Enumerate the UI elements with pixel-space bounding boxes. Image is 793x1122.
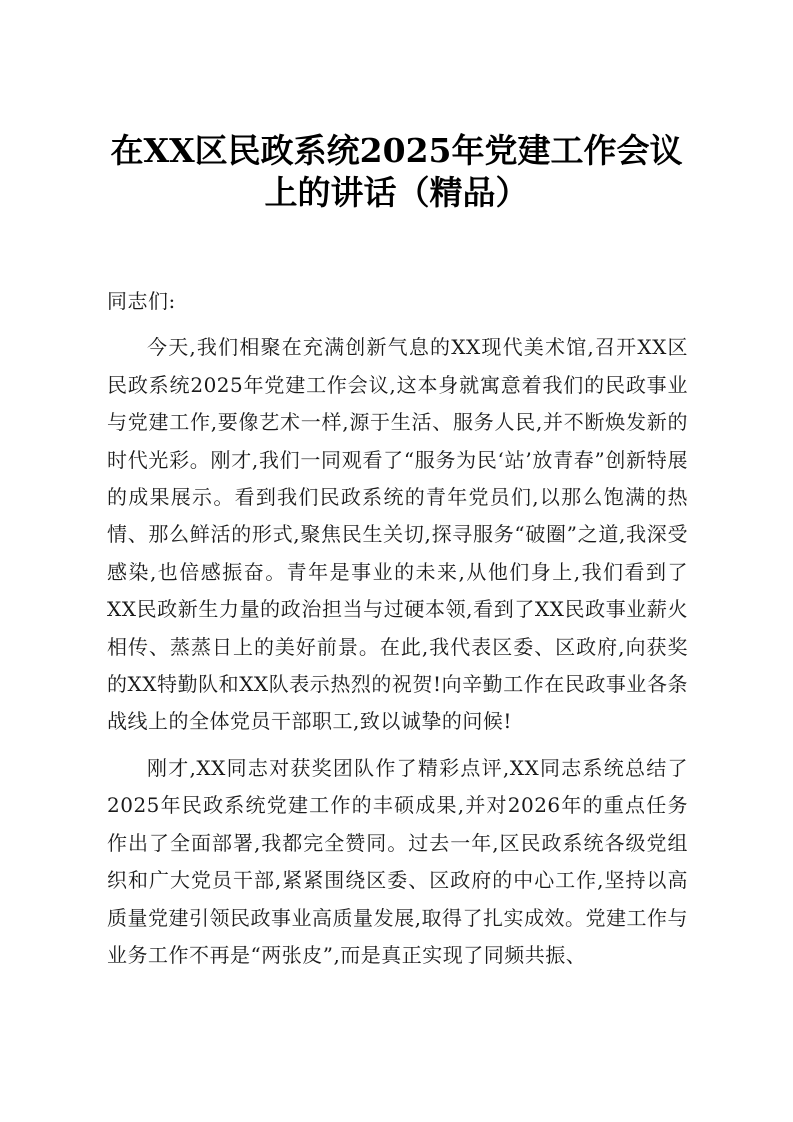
paragraph: 今天,我们相聚在充满创新气息的XX现代美术馆,召开XX区民政系统2025年党建工作会议,这本身就寓意着我们的民政事业与党建工作,要像艺术一样,源于生活、服务人民,并不断焕发新的时代光彩。刚才,我们一同观看了“服务为民‘站’放青春”创新特展的成果展示。看到我们民政系统的青年党员们,以那么饱满的热情、那么鲜活的形式,聚焦民生关切,探寻服务“破圈”之道,我深受感染,也倍感振奋。青年是事业的未来,从他们身上,我们看到了XX民政新生力量的政治担当与过硬本领,看到了XX民政事业薪火相传、蒸蒸日上的美好前景。在此,我代表区委、区政府,向获奖的XX特勤队和XX队表示热烈的祝贺!向辛勤工作在民政事业各条战线上的全体党员干部职工,致以诚挚的问候! bbox=[107, 335, 688, 734]
salutation: 同志们: bbox=[107, 289, 176, 313]
document-title: 在XX区民政系统2025年党建工作会议上的讲话（精品） bbox=[110, 131, 683, 212]
document-body bbox=[107, 283, 688, 983]
paragraph: 刚才,XX同志对获奖团队作了精彩点评,XX同志系统总结了2025年民政系统党建工作的丰硕成果,并对2026年的重点任务作出了全面部署,我都完全赞同。过去一年,区民政系统各级党组织和广大党员干部,紧紧围绕区委、区政府的中心工作,坚持以高质量党建引领民政事业高质量发展,取得了扎实成效。党建工作与业务工作不再是“两张皮”,而是真正实现了同频共振、 bbox=[107, 755, 688, 967]
